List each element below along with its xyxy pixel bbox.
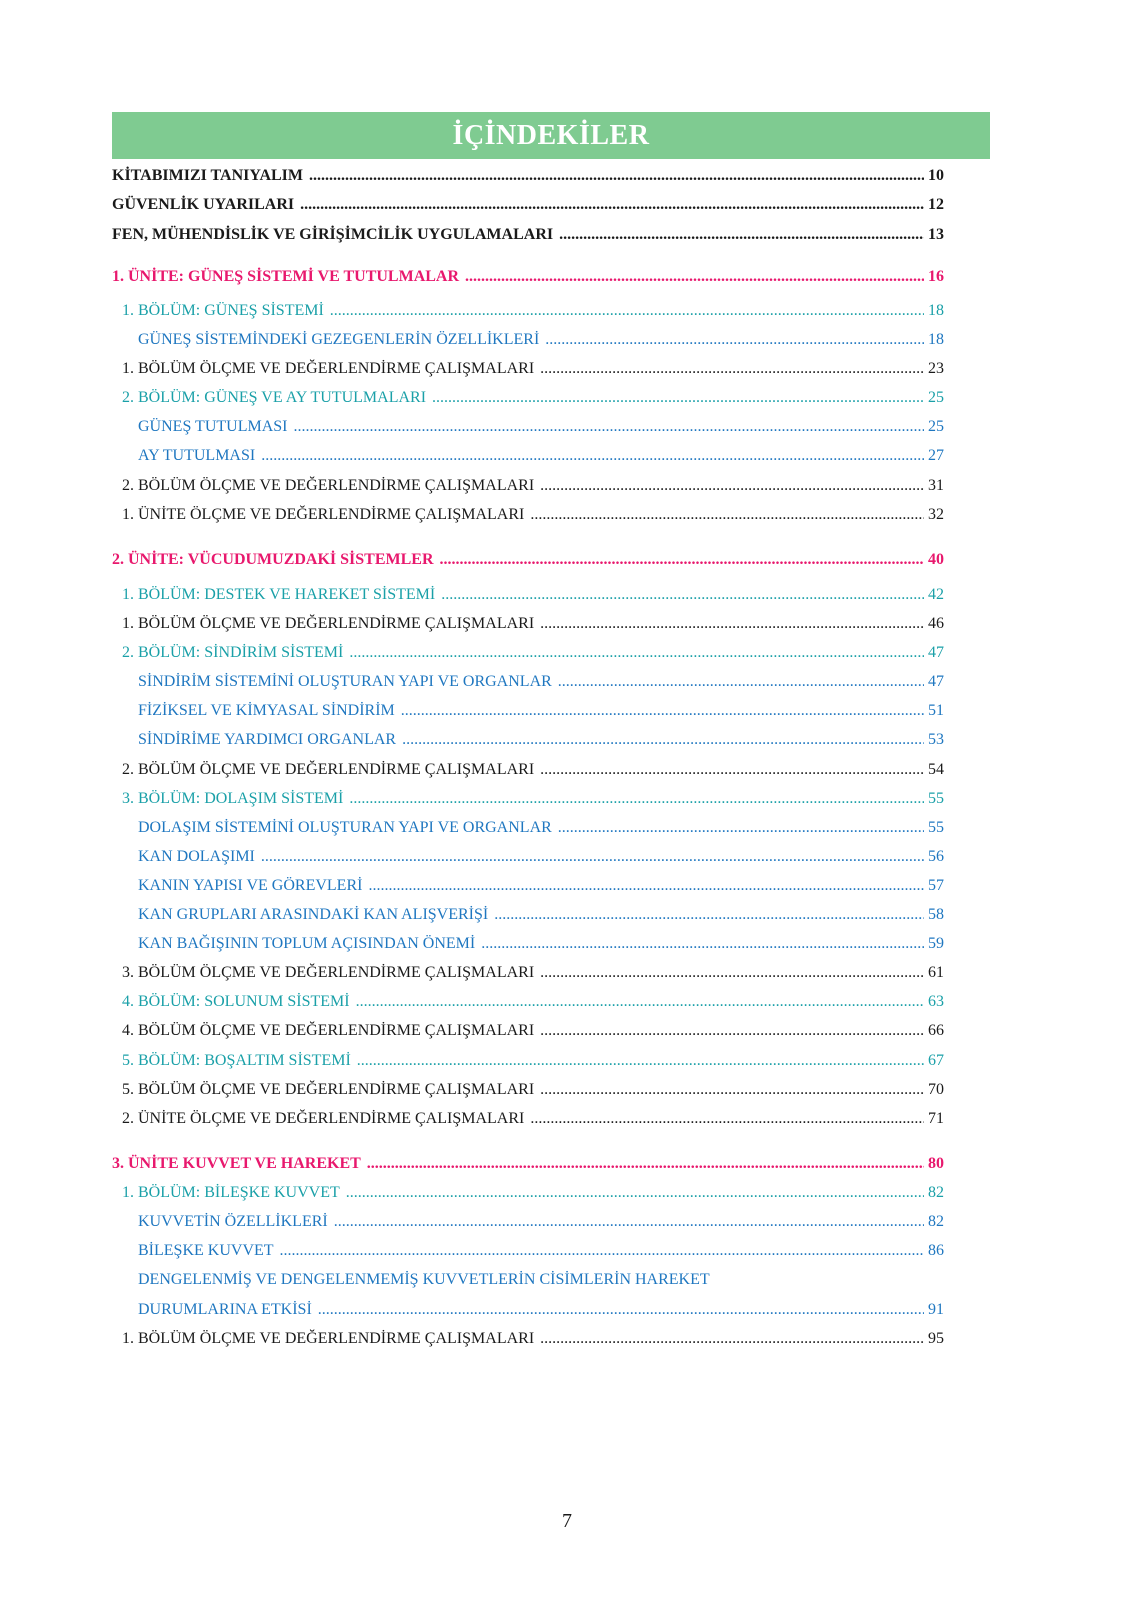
toc-entry-title: 3. ÜNİTE KUVVET VE HAREKET: [112, 1155, 361, 1172]
toc-entry[interactable]: [122, 504, 944, 526]
dot-leader: [261, 846, 924, 868]
toc-entry[interactable]: [122, 1182, 944, 1204]
dot-leader: [280, 1240, 924, 1262]
toc-entry-title: 5. BÖLÜM ÖLÇME VE DEĞERLENDİRME ÇALIŞMALARI: [122, 1081, 535, 1098]
toc-entry-page: 53: [928, 731, 944, 748]
toc-entry-title: KAN BAĞIŞININ TOPLUM AÇISINDAN ÖNEMİ: [138, 935, 476, 952]
toc-entry-page: 40: [928, 551, 944, 568]
page-number: 7: [562, 1510, 572, 1532]
toc-entry-page: 66: [928, 1022, 944, 1039]
toc-entry-title: KUVVETİN ÖZELLİKLERİ: [138, 1213, 328, 1230]
dot-leader: [402, 729, 924, 751]
toc-entry-title: 1. BÖLÜM ÖLÇME VE DEĞERLENDİRME ÇALIŞMALARI: [122, 615, 535, 632]
toc-entry-page: 13: [928, 226, 944, 243]
toc-entry-page: 25: [928, 418, 944, 435]
dot-leader: [349, 642, 924, 664]
dot-leader: [530, 1108, 924, 1130]
toc-entry[interactable]: [122, 788, 944, 810]
toc-entry-title: KANIN YAPISI VE GÖREVLERİ: [138, 877, 363, 894]
toc-entry-title: GÜVENLİK UYARILARI: [112, 196, 295, 213]
toc-entry-title: 1. ÜNİTE: GÜNEŞ SİSTEMİ VE TUTULMALAR: [112, 268, 460, 285]
toc-entry-page: 32: [928, 506, 944, 523]
toc-entry[interactable]: [122, 991, 944, 1013]
toc-entry[interactable]: [112, 549, 944, 571]
dot-leader: [309, 165, 924, 187]
dot-leader: [261, 445, 924, 467]
toc-entry-title: GÜNEŞ TUTULMASI: [138, 418, 288, 435]
toc-entry-page: 86: [928, 1242, 944, 1259]
toc-entry[interactable]: [138, 875, 944, 897]
toc-entry-title: 1. BÖLÜM: BİLEŞKE KUVVET: [122, 1184, 340, 1201]
toc-entry[interactable]: [138, 445, 944, 467]
dot-leader: [432, 387, 924, 409]
toc-entry-page: 61: [928, 964, 944, 981]
toc-entry[interactable]: [122, 1020, 944, 1042]
toc-entry[interactable]: [122, 759, 944, 781]
toc-entry-title: AY TUTULMASI: [138, 447, 256, 464]
toc-entry[interactable]: [138, 904, 944, 926]
toc-entry-page: 55: [928, 790, 944, 807]
toc-entry-title: 1. ÜNİTE ÖLÇME VE DEĞERLENDİRME ÇALIŞMALARI: [122, 506, 525, 523]
dot-leader: [540, 475, 924, 497]
dot-leader: [481, 933, 924, 955]
toc-entry-title: KİTABIMIZI TANIYALIM: [112, 167, 304, 184]
toc-entry[interactable]: [138, 329, 944, 351]
dot-leader: [441, 584, 924, 606]
toc-entry-page: 58: [928, 906, 944, 923]
toc-entry[interactable]: [112, 165, 944, 187]
toc-entry[interactable]: [138, 1240, 944, 1262]
toc-entry[interactable]: [112, 266, 944, 288]
toc-entry-title: 4. BÖLÜM ÖLÇME VE DEĞERLENDİRME ÇALIŞMALARI: [122, 1022, 535, 1039]
dot-leader: [559, 224, 924, 246]
toc-entry[interactable]: [112, 1153, 944, 1175]
toc-entry-page: 27: [928, 447, 944, 464]
toc-entry-title: 1. BÖLÜM ÖLÇME VE DEĞERLENDİRME ÇALIŞMALARI: [122, 1330, 535, 1347]
toc-entry[interactable]: [122, 613, 944, 635]
toc-entry[interactable]: [122, 642, 944, 664]
toc-entry-page: 95: [928, 1330, 944, 1347]
toc-entry-title: 3. BÖLÜM ÖLÇME VE DEĞERLENDİRME ÇALIŞMALARI: [122, 964, 535, 981]
dot-leader: [349, 788, 924, 810]
toc-entry-title: BİLEŞKE KUVVET: [138, 1242, 274, 1259]
toc-entry-page: 18: [928, 331, 944, 348]
toc-entry-title: DURUMLARINA ETKİSİ: [138, 1301, 312, 1318]
toc-entry[interactable]: [122, 387, 944, 409]
toc-entry[interactable]: [138, 846, 944, 868]
toc-entry-title: 3. BÖLÜM: DOLAŞIM SİSTEMİ: [122, 790, 344, 807]
toc-entry-page: 80: [928, 1155, 944, 1172]
toc-entry-title: 1. BÖLÜM ÖLÇME VE DEĞERLENDİRME ÇALIŞMALARI: [122, 360, 535, 377]
dot-leader: [368, 875, 924, 897]
dot-leader: [356, 991, 924, 1013]
toc-entry[interactable]: [122, 358, 944, 380]
toc-entry-page: 46: [928, 615, 944, 632]
toc-entry-title: 4. BÖLÜM: SOLUNUM SİSTEMİ: [122, 993, 350, 1010]
dot-leader: [545, 329, 924, 351]
toc-entry-title: 1. BÖLÜM: GÜNEŞ SİSTEMİ: [122, 302, 324, 319]
toc-entry[interactable]: [122, 300, 944, 322]
toc-entry-page: 10: [928, 167, 944, 184]
toc-entry-page: 16: [928, 268, 944, 285]
dot-leader: [318, 1299, 924, 1321]
dot-leader: [440, 549, 924, 571]
toc-entry-page: 57: [928, 877, 944, 894]
toc-entry-title: SİNDİRİM SİSTEMİNİ OLUŞTURAN YAPI VE ORGANLAR: [138, 673, 552, 690]
toc-entry-title: 2. ÜNİTE ÖLÇME VE DEĞERLENDİRME ÇALIŞMALARI: [122, 1110, 525, 1127]
toc-entry-title: KAN DOLAŞIMI: [138, 848, 255, 865]
dot-leader: [465, 266, 924, 288]
toc-entry-title: SİNDİRİME YARDIMCI ORGANLAR: [138, 731, 397, 748]
toc-entry[interactable]: [122, 1079, 944, 1101]
dot-leader: [540, 613, 924, 635]
toc-entry-page: 71: [928, 1110, 944, 1127]
toc-entry-page: 59: [928, 935, 944, 952]
toc-entry[interactable]: [138, 729, 944, 751]
toc-entry[interactable]: [122, 962, 944, 984]
toc-entry[interactable]: [112, 224, 944, 246]
toc-entry[interactable]: [138, 416, 944, 438]
dot-leader: [540, 1079, 924, 1101]
toc-entry-page: 31: [928, 477, 944, 494]
toc-entry[interactable]: [138, 1299, 944, 1321]
dot-leader: [293, 416, 924, 438]
toc-entry-title: FİZİKSEL VE KİMYASAL SİNDİRİM: [138, 702, 395, 719]
toc-entry-page: 55: [928, 819, 944, 836]
toc-entry-page: 82: [928, 1184, 944, 1201]
dot-leader: [330, 300, 924, 322]
dot-leader: [558, 817, 924, 839]
toc-entry[interactable]: [122, 475, 944, 497]
toc-entry-title: 2. BÖLÜM: SİNDİRİM SİSTEMİ: [122, 644, 344, 661]
toc-entry-page: 82: [928, 1213, 944, 1230]
toc-entry[interactable]: [138, 933, 944, 955]
page-title: İÇİNDEKİLER: [452, 119, 650, 151]
dot-leader: [401, 700, 924, 722]
toc-entry-page: 47: [928, 644, 944, 661]
dot-leader: [558, 671, 924, 693]
dot-leader: [540, 759, 924, 781]
dot-leader: [540, 1020, 924, 1042]
toc-entry-title: 2. BÖLÜM: GÜNEŞ VE AY TUTULMALARI: [122, 389, 427, 406]
toc-entry[interactable]: [122, 584, 944, 606]
dot-leader: [540, 1328, 924, 1350]
toc-entry[interactable]: [138, 1211, 944, 1233]
toc-entry-page: 63: [928, 993, 944, 1010]
toc-entry[interactable]: [138, 1269, 944, 1291]
toc-entry-page: 25: [928, 389, 944, 406]
toc-entry-page: 56: [928, 848, 944, 865]
toc-entry-page: 47: [928, 673, 944, 690]
toc-entry-title: 1. BÖLÜM: DESTEK VE HAREKET SİSTEMİ: [122, 586, 436, 603]
dot-leader: [540, 962, 924, 984]
dot-leader: [530, 504, 924, 526]
toc-entry-page: 51: [928, 702, 944, 719]
toc-entry-title: DENGELENMİŞ VE DENGELENMEMİŞ KUVVETLERİN CİSİMLERİN HAREKET: [138, 1271, 710, 1288]
dot-leader: [346, 1182, 924, 1204]
dot-leader: [334, 1211, 924, 1233]
dot-leader: [540, 358, 924, 380]
toc-entry-title: 2. BÖLÜM ÖLÇME VE DEĞERLENDİRME ÇALIŞMALARI: [122, 761, 535, 778]
toc-entry-page: 23: [928, 360, 944, 377]
toc-entry[interactable]: [112, 194, 944, 216]
toc-entry-title: 2. BÖLÜM ÖLÇME VE DEĞERLENDİRME ÇALIŞMALARI: [122, 477, 535, 494]
toc-entry-page: 18: [928, 302, 944, 319]
toc-entry-page: 91: [928, 1301, 944, 1318]
toc-entry-title: DOLAŞIM SİSTEMİNİ OLUŞTURAN YAPI VE ORGANLAR: [138, 819, 552, 836]
dot-leader: [300, 194, 924, 216]
toc-entry[interactable]: [138, 817, 944, 839]
toc-entry-page: 12: [928, 196, 944, 213]
toc-entry[interactable]: [138, 671, 944, 693]
toc-entry-title: 5. BÖLÜM: BOŞALTIM SİSTEMİ: [122, 1052, 351, 1069]
dot-leader: [357, 1050, 924, 1072]
dot-leader: [494, 904, 924, 926]
toc-entry[interactable]: [138, 700, 944, 722]
toc-entry-page: 67: [928, 1052, 944, 1069]
dot-leader: [367, 1153, 924, 1175]
toc-entry-title: FEN, MÜHENDİSLİK VE GİRİŞİMCİLİK UYGULAMALARI: [112, 226, 554, 243]
toc-entry-page: 54: [928, 761, 944, 778]
toc-entry[interactable]: [122, 1108, 944, 1130]
toc-entry-page: 70: [928, 1081, 944, 1098]
toc-entry-title: GÜNEŞ SİSTEMİNDEKİ GEZEGENLERİN ÖZELLİKLERİ: [138, 331, 540, 348]
toc-entry[interactable]: [122, 1328, 944, 1350]
toc-entry-title: 2. ÜNİTE: VÜCUDUMUZDAKİ SİSTEMLER: [112, 551, 434, 568]
toc-entry-title: KAN GRUPLARI ARASINDAKİ KAN ALIŞVERİŞİ: [138, 906, 489, 923]
toc-entry[interactable]: [122, 1050, 944, 1072]
toc-entry-page: 42: [928, 586, 944, 603]
